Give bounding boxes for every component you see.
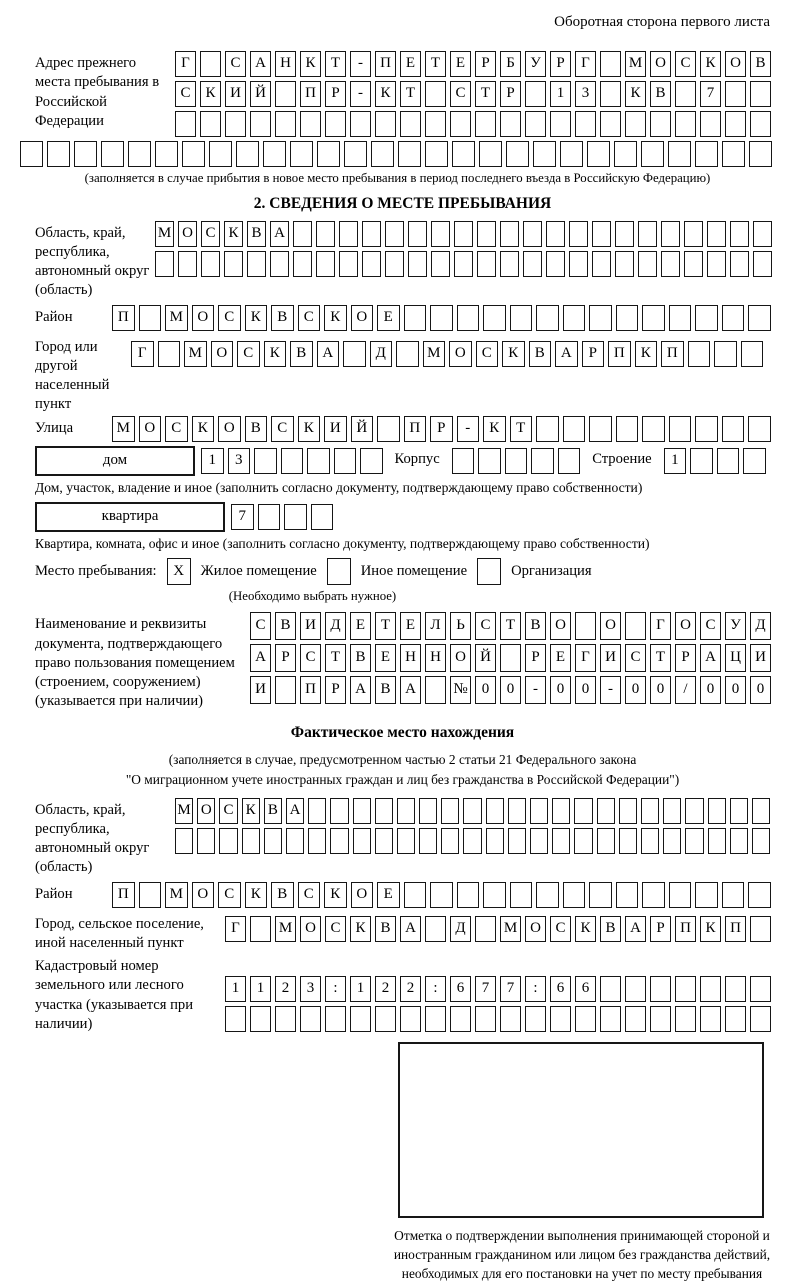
- checkbox-other-premise[interactable]: [327, 558, 351, 585]
- document-line-1[interactable]: С В И Д Е Т Е Л Ь С Т В О О Г О С У Д: [250, 612, 771, 640]
- district-row: [35, 305, 770, 331]
- actual-location-caption-line-1: (заполняется в случае, предусмотренном частью 2 статьи 21 Федерального закона: [168, 751, 637, 767]
- house-number-cells[interactable]: 1 3: [201, 446, 383, 474]
- confirmation-block: [393, 1042, 773, 1283]
- apartment-number-cells[interactable]: 7: [231, 502, 333, 530]
- region-line-1[interactable]: М О С К В А: [155, 221, 772, 247]
- stroenie-cells[interactable]: 1: [664, 446, 766, 474]
- document-label: Наименование и реквизиты документа, подтверждающего право пользования помещением (строением, сооружением) (указывается при наличии): [35, 616, 235, 710]
- district-cells[interactable]: П М О С К В С К О Е: [112, 305, 771, 331]
- korpus-label: Корпус: [394, 450, 440, 467]
- cadastre-line-2[interactable]: [225, 1006, 771, 1032]
- prev-address-line-1[interactable]: Г С А Н К Т - П Е Т Е Р Б У Р Г М О С К О В: [175, 51, 771, 77]
- street-cells[interactable]: М О С К О В С К И Й П Р - К Т: [112, 416, 771, 442]
- apartment-row: [35, 502, 770, 532]
- checkbox-residential[interactable]: X: [167, 558, 191, 585]
- stroenie-label: Строение: [592, 450, 652, 467]
- actual-city-label: Город, сельское поселение, иной населенный пункт: [35, 915, 204, 951]
- organization-option-label: Организация: [511, 562, 592, 579]
- city-row: [35, 335, 770, 415]
- confirmation-note: Отметка о подтверждении выполнения принимающей стороной и иностранным гражданином или лицом без гражданства действий, необходимых для его постановки на учет по месту пребывания: [393, 1228, 771, 1282]
- actual-location-title: Фактическое место нахождения: [290, 723, 515, 741]
- actual-district-label: Район: [35, 885, 73, 902]
- actual-region-row: [35, 798, 770, 878]
- prev-address-line-2[interactable]: С К И Й П Р - К Т С Т Р 1 3 К В 7: [175, 81, 771, 107]
- house-caption: Дом, участок, владение и иное (заполнить согласно документу, подтверждающему право собственности): [35, 479, 643, 495]
- stay-place-label: Место пребывания:: [35, 562, 157, 579]
- apartment-type-box[interactable]: квартира: [35, 502, 225, 532]
- prev-address-label: Адрес прежнего места пребывания в Российской Федерации: [35, 55, 160, 129]
- region-line-2[interactable]: [155, 251, 772, 277]
- document-row: [35, 612, 770, 711]
- prev-address-caption: (заполняется в случае прибытия в новое место пребывания в период последнего въезда в Российскую Федерацию): [84, 171, 711, 185]
- actual-district-row: [35, 882, 770, 908]
- stay-place-row: [35, 558, 770, 585]
- district-label: Район: [35, 308, 73, 325]
- actual-region-line-2[interactable]: [175, 828, 770, 854]
- street-row: [35, 416, 770, 442]
- section2-title: 2. СВЕДЕНИЯ О МЕСТЕ ПРЕБЫВАНИЯ: [253, 194, 552, 212]
- actual-district-cells[interactable]: П М О С К В С К О Е: [112, 882, 771, 908]
- street-label: Улица: [35, 419, 74, 436]
- prev-address-line-4[interactable]: [20, 141, 770, 167]
- actual-city-cells[interactable]: Г М О С К В А Д М О С К В А Р П К П: [225, 916, 771, 942]
- region-label: Область, край, республика, автономный округ (область): [35, 224, 150, 299]
- city-cells[interactable]: Г М О С К В А Д М О С К В А Р П К П: [131, 341, 763, 367]
- actual-region-label: Область, край, республика, автономный округ (область): [35, 801, 150, 876]
- actual-city-row: [35, 912, 770, 954]
- house-row: [35, 446, 770, 476]
- actual-location-caption-line-2: "О миграционном учете иностранных граждан и лиц без гражданства в Российской Федерации"): [125, 771, 680, 787]
- prev-address-line-3[interactable]: [175, 111, 771, 137]
- prev-address-row: [35, 51, 770, 137]
- confirmation-stamp-box: [398, 1042, 764, 1218]
- apartment-caption: Квартира, комната, офис и иное (заполнить согласно документу, подтверждающему право собственности): [35, 535, 650, 551]
- korpus-cells[interactable]: [452, 446, 581, 474]
- house-type-box[interactable]: дом: [35, 446, 195, 476]
- residential-option-label: Жилое помещение: [200, 562, 317, 579]
- region-row: [35, 221, 770, 301]
- city-label: Город или другой населенный пункт: [35, 338, 110, 413]
- actual-location-caption: [35, 750, 770, 790]
- checkbox-organization[interactable]: [477, 558, 501, 585]
- actual-region-line-1[interactable]: М О С К В А: [175, 798, 770, 824]
- document-line-2[interactable]: А Р С Т В Е Н Н О Й Р Е Г И С Т Р А Ц И: [250, 644, 771, 672]
- document-line-3[interactable]: И П Р А В А № 0 0 - 0 0 - 0 0 / 0 0 0: [250, 676, 771, 704]
- cadastre-label: Кадастровый номер земельного или лесного участка (указывается при наличии): [35, 958, 194, 1032]
- cadastre-line-1[interactable]: 1 1 2 3 : 1 2 2 : 6 7 7 : 6 6: [225, 976, 771, 1002]
- stay-place-caption: (Необходимо выбрать нужное): [228, 588, 397, 603]
- cadastre-row: [35, 954, 770, 1034]
- other-premise-option-label: Иное помещение: [360, 562, 468, 579]
- page-side-note: Оборотная сторона первого листа: [554, 14, 770, 30]
